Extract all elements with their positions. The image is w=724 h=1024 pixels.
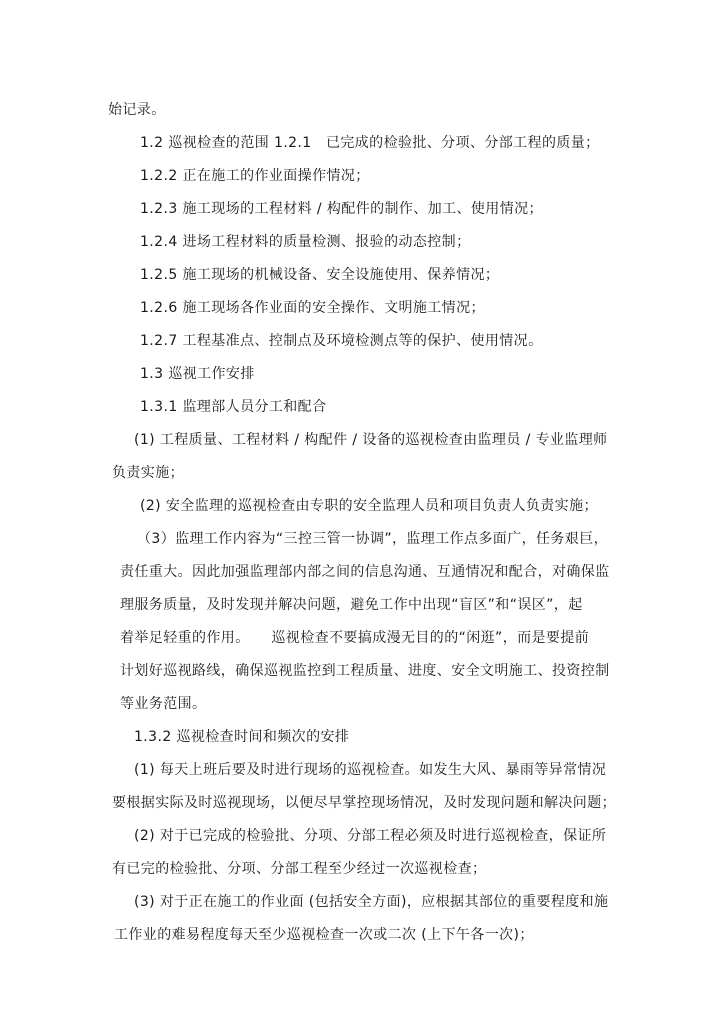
text-line: (1) 工程质量、工程材料 / 构配件 / 设备的巡视检查由监理员 / 专业监理师: [134, 432, 608, 448]
text-line: 负责实施；: [112, 465, 184, 481]
text-line: 等业务范围。: [120, 696, 207, 712]
text-line: 计划好巡视路线，确保巡视监控到工程质量、进度、安全文明施工、投资控制: [120, 663, 610, 679]
text-line: 理服务质量，及时发现并解决问题，避免工作中出现“盲区”和“误区”，起: [120, 597, 583, 613]
text-line: 1.2.2 正在施工的作业面操作情况；: [140, 168, 370, 184]
section-heading-1-3-1: 1.3.1 监理部人员分工和配合: [140, 399, 327, 415]
text-line: 责任重大。因此加强监理部内部之间的信息沟通、互通情况和配合，对确保监: [120, 564, 610, 580]
text-line: 1.2.5 施工现场的机械设备、安全设施使用、保养情况；: [140, 267, 500, 283]
text-line: 1.2.6 施工现场各作业面的安全操作、文明施工情况；: [140, 300, 485, 316]
text-line: (1) 每天上班后要及时进行现场的巡视检查。如发生大风、暴雨等异常情况: [134, 762, 607, 778]
text-line: (3) 对于正在施工的作业面 (包括安全方面)，应根据其部位的重要程度和施: [134, 894, 609, 910]
section-heading-1-3-2: 1.3.2 巡视检查时间和频次的安排: [134, 729, 350, 745]
text-line: (2) 安全监理的巡视检查由专职的安全监理人员和项目负责人负责实施；: [140, 498, 598, 514]
text-line: (2) 对于已完成的检验批、分项、分部工程必须及时进行巡视检查，保证所: [134, 828, 607, 844]
text-line: 有已完的检验批、分项、分部工程至少经过一次巡视检查；: [112, 861, 487, 877]
text-line: 着举足轻重的作用。 巡视检查不要搞成漫无目的的“闲逛”，而是要提前: [120, 630, 590, 646]
section-heading-1-2: 1.2 巡视检查的范围 1.2.1 已完成的检验批、分项、分部工程的质量；: [140, 135, 600, 151]
section-heading-1-3: 1.3 巡视工作安排: [140, 366, 255, 382]
text-line: 工作业的难易程度每天至少巡视检查一次或二次 (上下午各一次)；: [114, 927, 534, 943]
text-line: 要根据实际及时巡视现场，以便尽早掌控现场情况，及时发现问题和解决问题；: [112, 795, 616, 811]
text-line: 1.2.3 施工现场的工程材料 / 构配件的制作、加工、使用情况；: [140, 201, 543, 217]
text-line: 始记录。: [108, 102, 166, 118]
text-line: 1.2.4 进场工程材料的质量检测、报验的动态控制；: [140, 234, 471, 250]
text-line: （3）监理工作内容为“三控三管一协调”，监理工作点多面广，任务艰巨，: [137, 531, 609, 547]
text-line: 1.2.7 工程基准点、控制点及环境检测点等的保护、使用情况。: [140, 333, 543, 349]
